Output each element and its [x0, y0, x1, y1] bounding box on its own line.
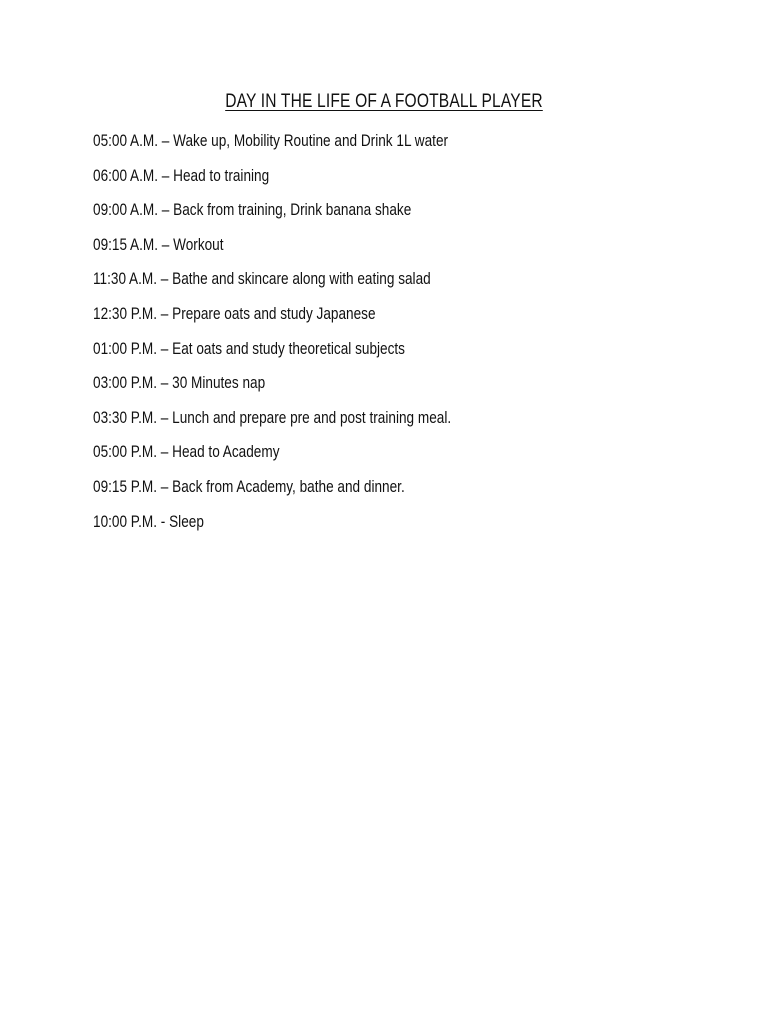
- document-title: DAY IN THE LIFE OF A FOOTBALL PLAYER: [225, 91, 543, 112]
- schedule-entry: 01:00 P.M. – Eat oats and study theoretical subjects: [93, 338, 405, 358]
- schedule-entry: 12:30 P.M. – Prepare oats and study Japanese: [93, 303, 376, 323]
- schedule-entry: 05:00 P.M. – Head to Academy: [93, 442, 280, 462]
- schedule-entry: 10:00 P.M. - Sleep: [93, 511, 204, 531]
- schedule-entry: 09:15 P.M. – Back from Academy, bathe and dinner.: [93, 476, 405, 496]
- schedule-list: [93, 127, 693, 542]
- schedule-entry: 05:00 A.M. – Wake up, Mobility Routine and Drink 1L water: [93, 131, 449, 150]
- schedule-entry: 06:00 A.M. – Head to training: [93, 165, 270, 185]
- schedule-entry: 03:30 P.M. – Lunch and prepare pre and post training meal.: [93, 407, 452, 427]
- schedule-entry: 11:30 A.M. – Bathe and skincare along with eating salad: [93, 269, 431, 289]
- schedule-entry: 09:00 A.M. – Back from training, Drink banana shake: [93, 200, 412, 220]
- schedule-entry: 03:00 P.M. – 30 Minutes nap: [93, 373, 266, 393]
- schedule-entry: 09:15 A.M. – Workout: [93, 234, 224, 254]
